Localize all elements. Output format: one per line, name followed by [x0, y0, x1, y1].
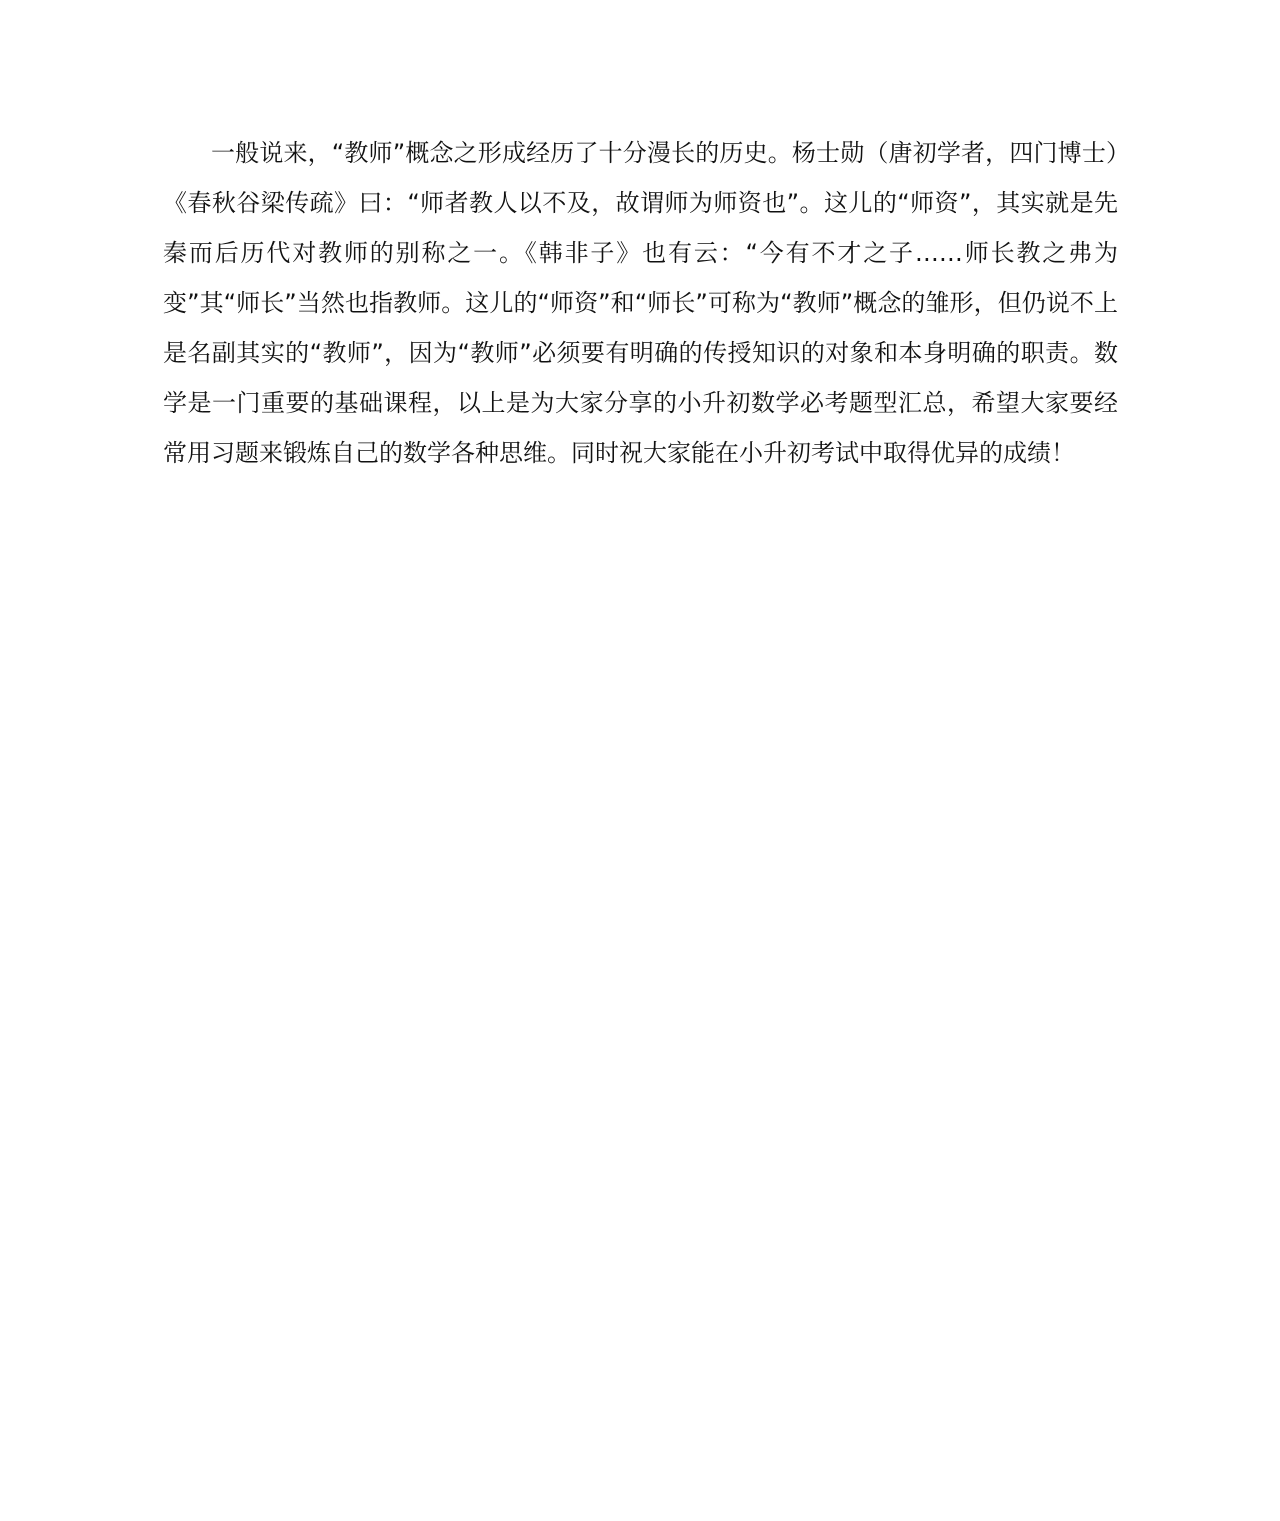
body-paragraph: 一般说来，“教师”概念之形成经历了十分漫长的历史。杨士勋（唐初学者，四门博士）《春秋谷梁传疏》曰：“师者教人以不及，故谓师为师资也”。这儿的“师资”，其实就是先秦而后历代对教师的别称之一。《韩非子》也有云：“今有不才之子……师长教之弗为变”其“师长”当然也指教师。这儿的“师资”和“师长”可称为“教师”概念的雏形，但仍说不上是名副其实的“教师”，因为“教师”必须要有明确的传授知识的对象和本身明确的职责。数学是一门重要的基础课程，以上是为大家分享的小升初数学必考题型汇总，希望大家要经常用习题来锻炼自己的数学各种思维。同时祝大家能在小升初考试中取得优异的成绩！ [163, 139, 1118, 467]
